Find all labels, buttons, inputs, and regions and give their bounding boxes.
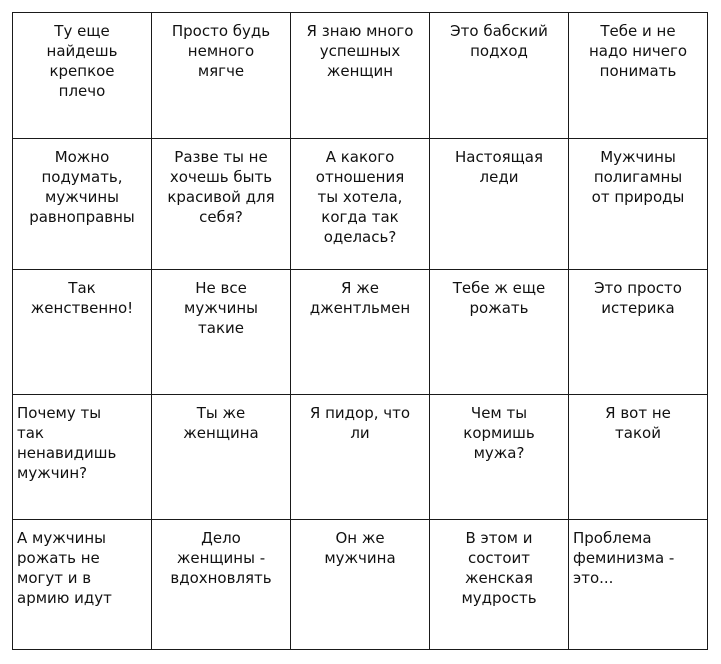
grid-row [13, 13, 708, 139]
cell-text: Я вот не такой [605, 404, 671, 442]
grid-row [13, 395, 708, 520]
cell-text: Дело женщины - вдохновлять [170, 529, 272, 587]
cell-text: Можно подумать, мужчины равноправны [29, 148, 135, 226]
cell-text: А какого отношения ты хотела, когда так оделась? [315, 148, 405, 246]
grid-cell [430, 520, 569, 650]
cell-text: Ты же женщина [183, 404, 259, 442]
bingo-grid [12, 12, 708, 650]
cell-text: В этом и состоит женская мудрость [461, 529, 537, 607]
grid-cell [569, 520, 708, 650]
cell-text: Мужчины полигамны от природы [591, 148, 685, 206]
grid-cell [152, 395, 291, 520]
cell-text: Тебе и не надо ничего понимать [588, 22, 688, 80]
cell-text: Почему ты так ненавидишь мужчин? [17, 404, 117, 482]
cell-text: Проблема феминизма - это... [573, 529, 675, 587]
grid-row [13, 520, 708, 650]
cell-text: Так женственно! [30, 279, 134, 317]
grid-cell [430, 13, 569, 139]
grid-cell [291, 520, 430, 650]
cell-text: Я знаю много успешных женщин [306, 22, 414, 80]
cell-text: А мужчины рожать не могут и в армию идут [17, 529, 112, 607]
grid-cell [152, 139, 291, 270]
cell-text: Настоящая леди [454, 148, 543, 186]
cell-text: Это бабский подход [450, 22, 548, 60]
cell-text: Разве ты не хочешь быть красивой для себя? [167, 148, 275, 226]
grid-cell [291, 270, 430, 395]
cell-text: Просто будь немного мягче [171, 22, 271, 80]
grid-cell [152, 13, 291, 139]
grid-cell [291, 139, 430, 270]
grid-cell [13, 270, 152, 395]
cell-text: Я же джентльмен [309, 279, 411, 317]
grid-row [13, 139, 708, 270]
grid-cell [569, 395, 708, 520]
grid-cell [569, 13, 708, 139]
grid-row [13, 270, 708, 395]
grid-cell [569, 139, 708, 270]
grid-cell [291, 395, 430, 520]
cell-text: Не все мужчины такие [184, 279, 258, 337]
cell-text: Тебе ж еще рожать [452, 279, 546, 317]
grid-cell [13, 139, 152, 270]
cell-text: Чем ты кормишь мужа? [463, 404, 535, 462]
grid-cell [430, 270, 569, 395]
grid-cell [430, 139, 569, 270]
grid-cell [152, 270, 291, 395]
cell-text: Я пидор, что ли [309, 404, 411, 442]
cell-text: Ту еще найдешь крепкое плечо [46, 22, 118, 100]
grid-cell [13, 395, 152, 520]
grid-cell [291, 13, 430, 139]
grid-cell [13, 13, 152, 139]
grid-cell [569, 270, 708, 395]
cell-text: Он же мужчина [324, 529, 396, 567]
grid-cell [152, 520, 291, 650]
grid-cell [430, 395, 569, 520]
cell-text: Это просто истерика [594, 279, 682, 317]
grid-cell [13, 520, 152, 650]
